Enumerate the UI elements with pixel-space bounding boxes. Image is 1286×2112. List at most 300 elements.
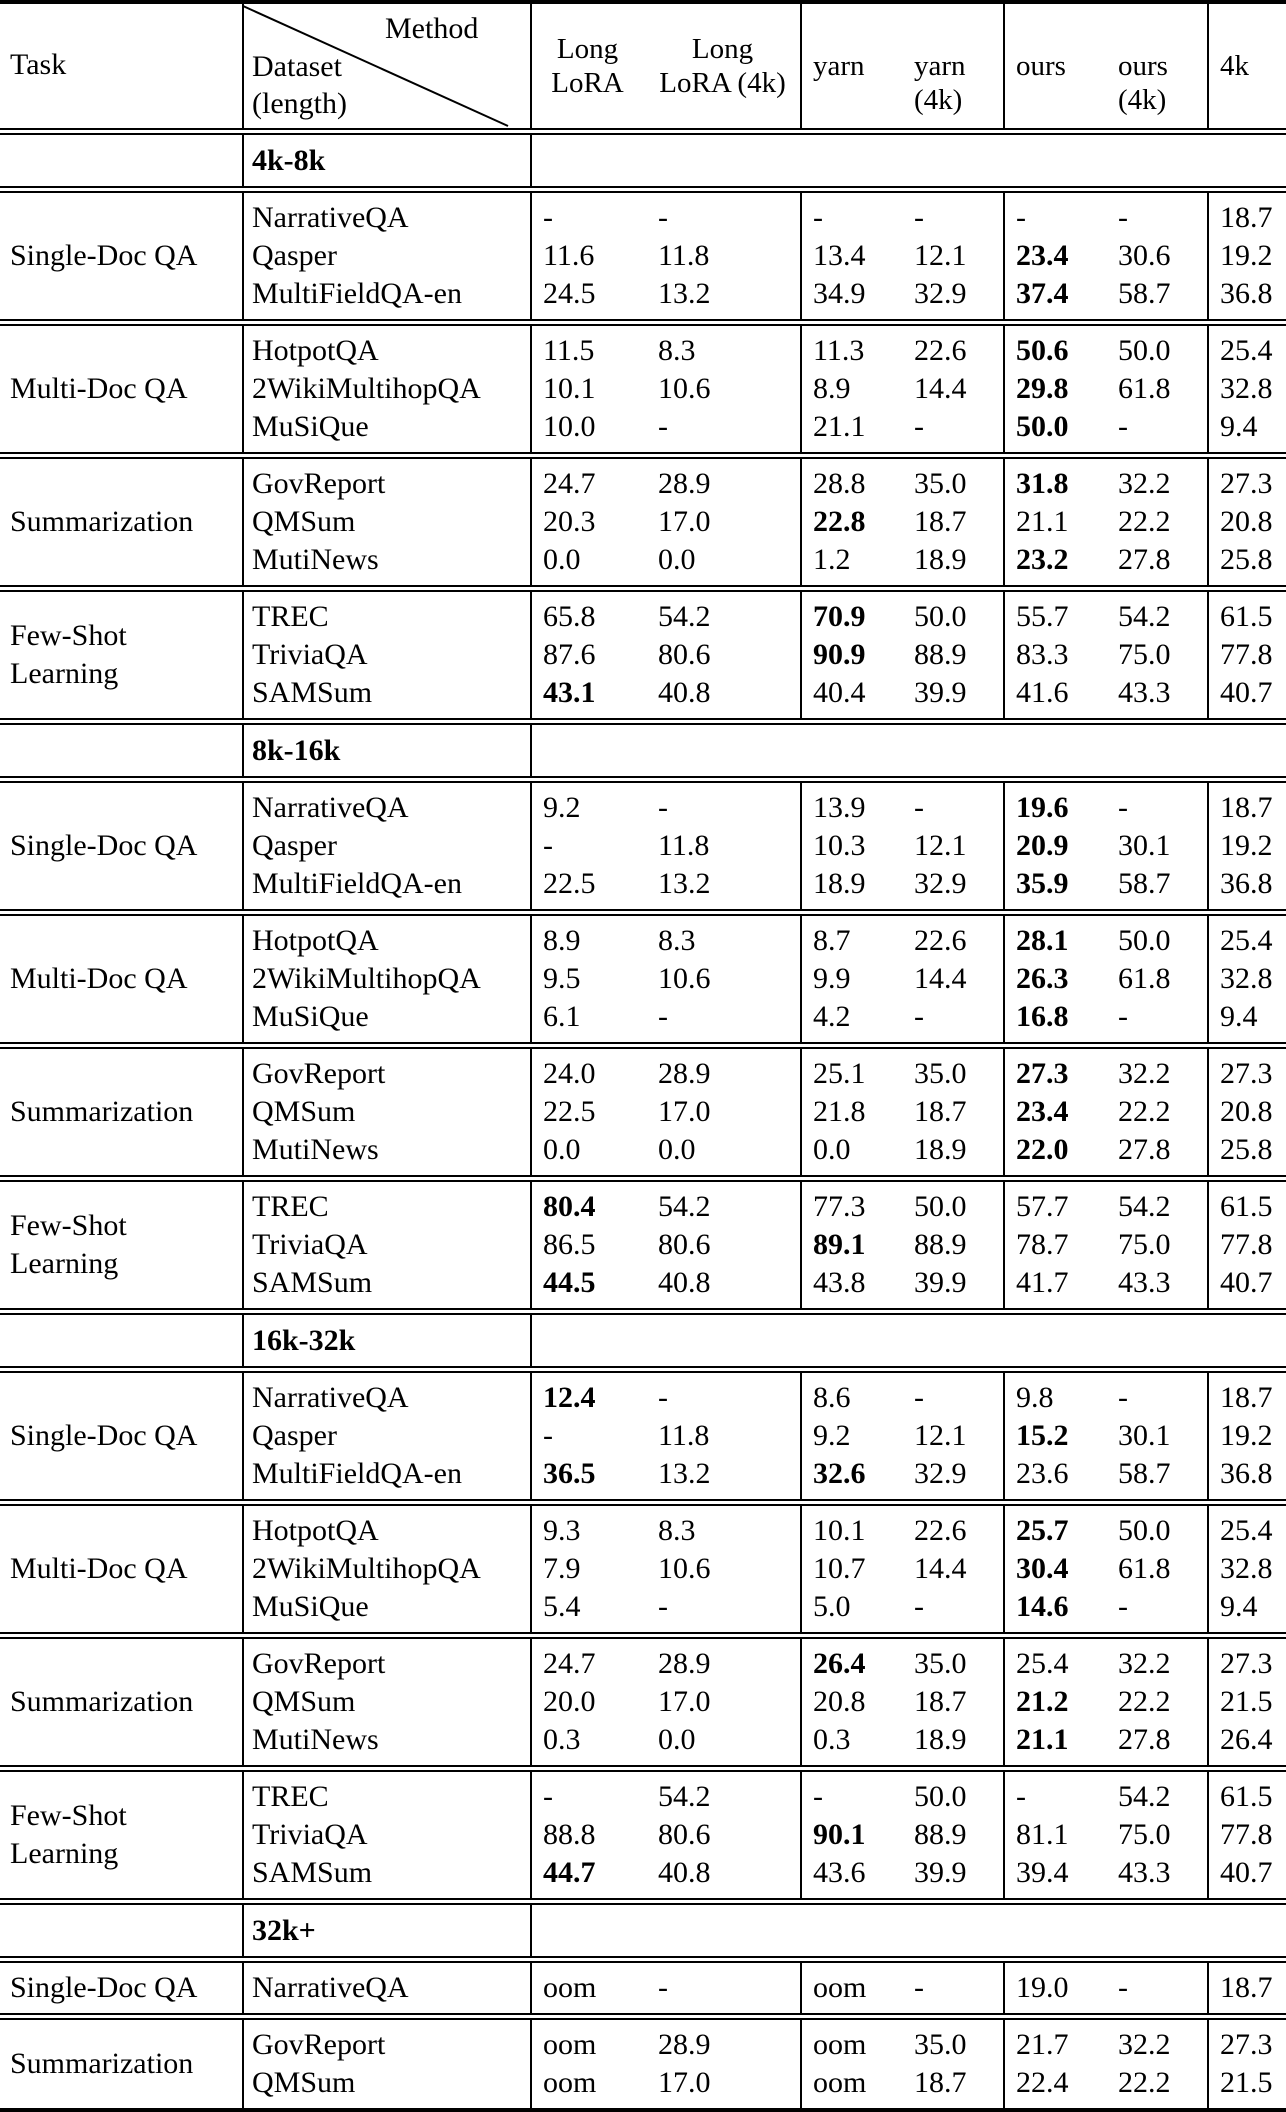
value-cell: 16.8	[1016, 1000, 1069, 1033]
value-cell: 26.3	[1016, 962, 1069, 995]
value-cell: 28.9	[658, 1647, 711, 1680]
value-cell: 58.7	[1118, 867, 1171, 900]
horizontal-rule	[0, 1632, 1286, 1639]
value-cell: 8.3	[658, 334, 696, 367]
dataset-cell: TriviaQA	[252, 638, 368, 671]
value-cell: 9.5	[543, 962, 581, 995]
value-cell: 30.1	[1118, 1419, 1171, 1452]
value-cell: 18.9	[813, 867, 866, 900]
vertical-divider	[242, 4, 244, 128]
value-cell: 10.6	[658, 372, 711, 405]
horizontal-rule	[0, 452, 1286, 459]
value-cell: 9.4	[1220, 410, 1258, 443]
value-cell: 61.5	[1220, 1780, 1273, 1813]
dataset-cell: MuSiQue	[252, 1590, 369, 1623]
vertical-divider	[530, 1905, 532, 1956]
value-cell: 22.6	[914, 924, 967, 957]
value-cell: 9.4	[1220, 1000, 1258, 1033]
section-band-label: 32k+	[252, 1913, 316, 1947]
value-cell: 27.3	[1220, 467, 1273, 500]
task-group	[0, 459, 1286, 585]
value-cell: -	[1118, 1590, 1128, 1623]
vertical-divider	[1207, 1182, 1209, 1308]
value-cell: 22.2	[1118, 1685, 1171, 1718]
value-cell: 25.4	[1016, 1647, 1069, 1680]
value-cell: 11.6	[543, 239, 595, 272]
value-cell: 15.2	[1016, 1419, 1069, 1452]
vertical-divider	[242, 1373, 244, 1499]
value-cell: oom	[543, 1971, 597, 2004]
value-cell: 27.3	[1220, 2028, 1273, 2061]
task-label: Single-Doc QA	[10, 1971, 198, 2004]
value-cell: 10.6	[658, 1552, 711, 1585]
value-cell: -	[1118, 1000, 1128, 1033]
dataset-cell: MutiNews	[252, 1723, 379, 1756]
section-band	[0, 725, 1286, 776]
value-cell: 27.3	[1220, 1057, 1273, 1090]
dataset-cell: 2WikiMultihopQA	[252, 962, 481, 995]
vertical-divider	[242, 326, 244, 452]
value-cell: 9.4	[1220, 1590, 1258, 1623]
vertical-divider	[1207, 2020, 1209, 2108]
value-cell: 40.8	[658, 1856, 711, 1889]
value-cell: 80.4	[543, 1190, 596, 1223]
value-cell: 0.0	[543, 543, 581, 576]
vertical-divider	[800, 2020, 802, 2108]
vertical-divider	[530, 1182, 532, 1308]
value-cell: 13.2	[658, 867, 711, 900]
dataset-cell: Qasper	[252, 829, 337, 862]
value-cell: 18.9	[914, 543, 967, 576]
method-dataset-diagonal-cell	[242, 4, 530, 128]
dataset-cell: HotpotQA	[252, 334, 379, 367]
method-axis-label: Method	[385, 12, 479, 45]
value-cell: 40.7	[1220, 676, 1273, 709]
vertical-divider	[242, 193, 244, 319]
value-cell: 21.1	[1016, 1723, 1069, 1756]
dataset-cell: NarrativeQA	[252, 1971, 409, 2004]
vertical-divider	[1003, 1373, 1005, 1499]
value-cell: 8.9	[543, 924, 581, 957]
value-cell: -	[1016, 201, 1026, 234]
value-cell: 25.7	[1016, 1514, 1069, 1547]
value-cell: 27.8	[1118, 1133, 1171, 1166]
value-cell: 39.4	[1016, 1856, 1069, 1889]
value-cell: 23.4	[1016, 1095, 1069, 1128]
value-cell: 40.4	[813, 676, 866, 709]
section-band-label: 4k-8k	[252, 143, 326, 177]
method-column-header-line: yarn	[813, 50, 865, 82]
horizontal-rule	[0, 776, 1286, 783]
section-band-label: 16k-32k	[252, 1323, 356, 1357]
value-cell: 18.7	[914, 1685, 967, 1718]
value-cell: 18.7	[1220, 201, 1273, 234]
task-label: Multi-Doc QA	[10, 962, 188, 995]
value-cell: 9.2	[543, 791, 581, 824]
value-cell: 40.8	[658, 1266, 711, 1299]
value-cell: 22.2	[1118, 1095, 1171, 1128]
value-cell: 31.8	[1016, 467, 1069, 500]
value-cell: 54.2	[1118, 1780, 1171, 1813]
value-cell: 26.4	[813, 1647, 866, 1680]
task-label: Few-Shot Learning	[10, 619, 127, 690]
task-group	[0, 1772, 1286, 1898]
value-cell: 9.9	[813, 962, 851, 995]
dataset-cell: NarrativeQA	[252, 791, 409, 824]
value-cell: 0.3	[543, 1723, 581, 1756]
vertical-divider	[800, 783, 802, 909]
vertical-divider	[800, 1639, 802, 1765]
vertical-divider	[530, 592, 532, 718]
vertical-divider	[1207, 193, 1209, 319]
value-cell: 19.2	[1220, 829, 1273, 862]
dataset-cell: TriviaQA	[252, 1228, 368, 1261]
vertical-divider	[1207, 1772, 1209, 1898]
value-cell: 80.6	[658, 1228, 711, 1261]
dataset-cell: MutiNews	[252, 543, 379, 576]
value-cell: oom	[813, 1971, 867, 2004]
value-cell: 25.4	[1220, 1514, 1273, 1547]
value-cell: 13.9	[813, 791, 866, 824]
value-cell: 22.5	[543, 1095, 596, 1128]
value-cell: 32.6	[813, 1457, 866, 1490]
value-cell: 22.2	[1118, 505, 1171, 538]
value-cell: 5.0	[813, 1590, 851, 1623]
value-cell: 5.4	[543, 1590, 581, 1623]
method-column-header	[1207, 4, 1286, 128]
value-cell: 61.8	[1118, 962, 1171, 995]
value-cell: 8.7	[813, 924, 851, 957]
vertical-divider	[1003, 193, 1005, 319]
dataset-cell: TREC	[252, 1780, 329, 1813]
value-cell: 80.6	[658, 1818, 711, 1851]
value-cell: 11.8	[658, 829, 710, 862]
value-cell: 24.7	[543, 1647, 596, 1680]
table-header-row	[0, 4, 1286, 128]
value-cell: 0.0	[658, 543, 696, 576]
vertical-divider	[1003, 1963, 1005, 2013]
task-label: Summarization	[10, 505, 194, 538]
value-cell: 32.2	[1118, 2028, 1171, 2061]
vertical-divider	[530, 1963, 532, 2013]
dataset-cell: QMSum	[252, 1685, 356, 1718]
value-cell: 17.0	[658, 505, 711, 538]
value-cell: 70.9	[813, 600, 866, 633]
task-column-header: Task	[10, 48, 67, 81]
vertical-divider	[1003, 1772, 1005, 1898]
value-cell: 61.5	[1220, 1190, 1273, 1223]
vertical-divider	[800, 1772, 802, 1898]
task-label: Summarization	[10, 1685, 194, 1718]
horizontal-rule	[0, 2013, 1286, 2020]
value-cell: 36.8	[1220, 1457, 1273, 1490]
value-cell: 17.0	[658, 1095, 711, 1128]
vertical-divider	[1003, 2020, 1005, 2108]
value-cell: 10.3	[813, 829, 866, 862]
value-cell: 50.0	[914, 1780, 967, 1813]
value-cell: 32.2	[1118, 1647, 1171, 1680]
dataset-cell: GovReport	[252, 1057, 386, 1090]
vertical-divider	[242, 725, 244, 776]
value-cell: 10.1	[543, 372, 596, 405]
value-cell: 32.8	[1220, 962, 1273, 995]
value-cell: 28.8	[813, 467, 866, 500]
value-cell: 12.1	[914, 1419, 967, 1452]
value-cell: 19.2	[1220, 1419, 1273, 1452]
vertical-divider	[1003, 783, 1005, 909]
value-cell: 9.3	[543, 1514, 581, 1547]
value-cell: 35.0	[914, 2028, 967, 2061]
value-cell: 22.4	[1016, 2066, 1069, 2099]
task-group	[0, 916, 1286, 1042]
value-cell: 61.5	[1220, 600, 1273, 633]
dataset-cell: GovReport	[252, 467, 386, 500]
value-cell: 43.3	[1118, 1856, 1171, 1889]
value-cell: 75.0	[1118, 638, 1171, 671]
horizontal-rule	[0, 1956, 1286, 1963]
vertical-divider	[1003, 1182, 1005, 1308]
method-column-header-line: ours	[1118, 50, 1168, 82]
value-cell: 21.5	[1220, 1685, 1273, 1718]
method-column-header	[1003, 4, 1105, 128]
dataset-cell: QMSum	[252, 1095, 356, 1128]
value-cell: 24.5	[543, 277, 596, 310]
value-cell: 32.9	[914, 277, 967, 310]
value-cell: 50.0	[1118, 1514, 1171, 1547]
task-group	[0, 193, 1286, 319]
task-group	[0, 1373, 1286, 1499]
vertical-divider	[530, 135, 532, 186]
value-cell: 61.8	[1118, 1552, 1171, 1585]
method-column-header-line: Long	[556, 33, 619, 65]
vertical-divider	[242, 459, 244, 585]
task-group	[0, 1049, 1286, 1175]
vertical-divider	[800, 1049, 802, 1175]
value-cell: 20.3	[543, 505, 596, 538]
value-cell: 24.7	[543, 467, 596, 500]
value-cell: 26.4	[1220, 1723, 1273, 1756]
value-cell: 43.6	[813, 1856, 866, 1889]
value-cell: -	[914, 791, 924, 824]
value-cell: 41.7	[1016, 1266, 1069, 1299]
section-band	[0, 1905, 1286, 1956]
dataset-cell: TREC	[252, 1190, 329, 1223]
value-cell: 36.8	[1220, 867, 1273, 900]
value-cell: 21.2	[1016, 1685, 1069, 1718]
dataset-cell: MuSiQue	[252, 410, 369, 443]
task-group	[0, 1639, 1286, 1765]
task-group	[0, 2020, 1286, 2108]
value-cell: -	[914, 410, 924, 443]
method-column-header-line: (4k)	[914, 84, 963, 116]
horizontal-rule	[0, 585, 1286, 592]
value-cell: 86.5	[543, 1228, 596, 1261]
value-cell: 35.0	[914, 467, 967, 500]
vertical-divider	[800, 326, 802, 452]
value-cell: 55.7	[1016, 600, 1069, 633]
value-cell: 58.7	[1118, 1457, 1171, 1490]
value-cell: 23.2	[1016, 543, 1069, 576]
vertical-divider	[1003, 459, 1005, 585]
method-column-header-line: LoRA	[551, 67, 624, 99]
value-cell: -	[658, 201, 668, 234]
value-cell: 32.2	[1118, 467, 1171, 500]
table-bottom-rule	[0, 2108, 1286, 2112]
value-cell: 22.6	[914, 1514, 967, 1547]
method-column-header-line: (4k)	[1118, 84, 1167, 116]
vertical-divider	[242, 1639, 244, 1765]
value-cell: 17.0	[658, 1685, 711, 1718]
vertical-divider	[242, 1315, 244, 1366]
value-cell: 29.8	[1016, 372, 1069, 405]
vertical-divider	[800, 459, 802, 585]
vertical-divider	[242, 916, 244, 1042]
dataset-cell: 2WikiMultihopQA	[252, 372, 481, 405]
vertical-divider	[1003, 1506, 1005, 1632]
vertical-divider	[530, 1772, 532, 1898]
value-cell: 43.8	[813, 1266, 866, 1299]
value-cell: 36.8	[1220, 277, 1273, 310]
task-group	[0, 326, 1286, 452]
dataset-cell: MultiFieldQA-en	[252, 867, 462, 900]
value-cell: 11.8	[658, 1419, 710, 1452]
value-cell: -	[1118, 201, 1128, 234]
vertical-divider	[530, 193, 532, 319]
horizontal-rule	[0, 1898, 1286, 1905]
value-cell: 88.9	[914, 638, 967, 671]
value-cell: 0.0	[658, 1723, 696, 1756]
vertical-divider	[530, 1373, 532, 1499]
task-group	[0, 592, 1286, 718]
vertical-divider	[1207, 326, 1209, 452]
dataset-cell: GovReport	[252, 1647, 386, 1680]
method-column-header-line: ours	[1016, 50, 1066, 82]
horizontal-rule	[0, 1765, 1286, 1772]
vertical-divider	[530, 725, 532, 776]
value-cell: -	[543, 1419, 553, 1452]
value-cell: 40.7	[1220, 1856, 1273, 1889]
value-cell: 88.9	[914, 1818, 967, 1851]
value-cell: 18.9	[914, 1133, 967, 1166]
value-cell: 7.9	[543, 1552, 581, 1585]
vertical-divider	[1003, 916, 1005, 1042]
value-cell: 8.3	[658, 1514, 696, 1547]
value-cell: 23.4	[1016, 239, 1069, 272]
value-cell: 25.4	[1220, 334, 1273, 367]
value-cell: 39.9	[914, 1266, 967, 1299]
value-cell: 58.7	[1118, 277, 1171, 310]
value-cell: 10.0	[543, 410, 596, 443]
value-cell: 78.7	[1016, 1228, 1069, 1261]
vertical-divider	[1207, 1639, 1209, 1765]
value-cell: 50.0	[914, 600, 967, 633]
value-cell: 27.3	[1220, 1647, 1273, 1680]
vertical-divider	[1207, 1049, 1209, 1175]
value-cell: 13.2	[658, 1457, 711, 1490]
value-cell: 41.6	[1016, 676, 1069, 709]
value-cell: 0.0	[813, 1133, 851, 1166]
value-cell: 25.4	[1220, 924, 1273, 957]
value-cell: 12.4	[543, 1381, 596, 1414]
value-cell: -	[813, 201, 823, 234]
value-cell: 1.2	[813, 543, 851, 576]
task-label: Multi-Doc QA	[10, 372, 188, 405]
value-cell: 11.3	[813, 334, 865, 367]
value-cell: 19.6	[1016, 791, 1069, 824]
task-label: Multi-Doc QA	[10, 1552, 188, 1585]
value-cell: 30.4	[1016, 1552, 1069, 1585]
vertical-divider	[242, 1182, 244, 1308]
task-label: Single-Doc QA	[10, 829, 198, 862]
vertical-divider	[530, 459, 532, 585]
value-cell: 54.2	[1118, 600, 1171, 633]
vertical-divider	[242, 1905, 244, 1956]
value-cell: 75.0	[1118, 1818, 1171, 1851]
value-cell: 10.6	[658, 962, 711, 995]
vertical-divider	[242, 135, 244, 186]
value-cell: 12.1	[914, 239, 967, 272]
value-cell: 83.3	[1016, 638, 1069, 671]
value-cell: 32.9	[914, 1457, 967, 1490]
method-column-header	[645, 4, 800, 128]
method-column-header-line: 4k	[1220, 50, 1249, 82]
value-cell: 40.8	[658, 676, 711, 709]
value-cell: 14.4	[914, 372, 967, 405]
vertical-divider	[1003, 4, 1005, 128]
value-cell: 50.6	[1016, 334, 1069, 367]
value-cell: 6.1	[543, 1000, 581, 1033]
value-cell: -	[658, 1381, 668, 1414]
value-cell: -	[543, 1780, 553, 1813]
task-group	[0, 1963, 1286, 2013]
method-column-header	[530, 4, 645, 128]
dataset-cell: MultiFieldQA-en	[252, 1457, 462, 1490]
value-cell: -	[1016, 1780, 1026, 1813]
value-cell: 10.7	[813, 1552, 866, 1585]
dataset-cell: HotpotQA	[252, 1514, 379, 1547]
vertical-divider	[1207, 4, 1209, 128]
value-cell: 20.8	[1220, 1095, 1273, 1128]
value-cell: 35.0	[914, 1647, 967, 1680]
value-cell: 8.9	[813, 372, 851, 405]
vertical-divider	[800, 1182, 802, 1308]
value-cell: -	[658, 1971, 668, 2004]
value-cell: 28.9	[658, 1057, 711, 1090]
vertical-divider	[530, 1315, 532, 1366]
vertical-divider	[800, 592, 802, 718]
value-cell: 61.8	[1118, 372, 1171, 405]
value-cell: 50.0	[1016, 410, 1069, 443]
vertical-divider	[1207, 916, 1209, 1042]
value-cell: 25.8	[1220, 543, 1273, 576]
value-cell: 90.9	[813, 638, 866, 671]
method-column-header-line: Long	[691, 33, 754, 65]
dataset-cell: TREC	[252, 600, 329, 633]
value-cell: 20.8	[1220, 505, 1273, 538]
task-group	[0, 1506, 1286, 1632]
vertical-divider	[530, 4, 532, 128]
value-cell: -	[914, 1381, 924, 1414]
value-cell: 54.2	[658, 600, 711, 633]
value-cell: 8.3	[658, 924, 696, 957]
vertical-divider	[800, 1963, 802, 2013]
value-cell: -	[1118, 791, 1128, 824]
value-cell: 50.0	[914, 1190, 967, 1223]
value-cell: 22.8	[813, 505, 866, 538]
value-cell: -	[1118, 1381, 1128, 1414]
vertical-divider	[242, 592, 244, 718]
value-cell: 0.3	[813, 1723, 851, 1756]
